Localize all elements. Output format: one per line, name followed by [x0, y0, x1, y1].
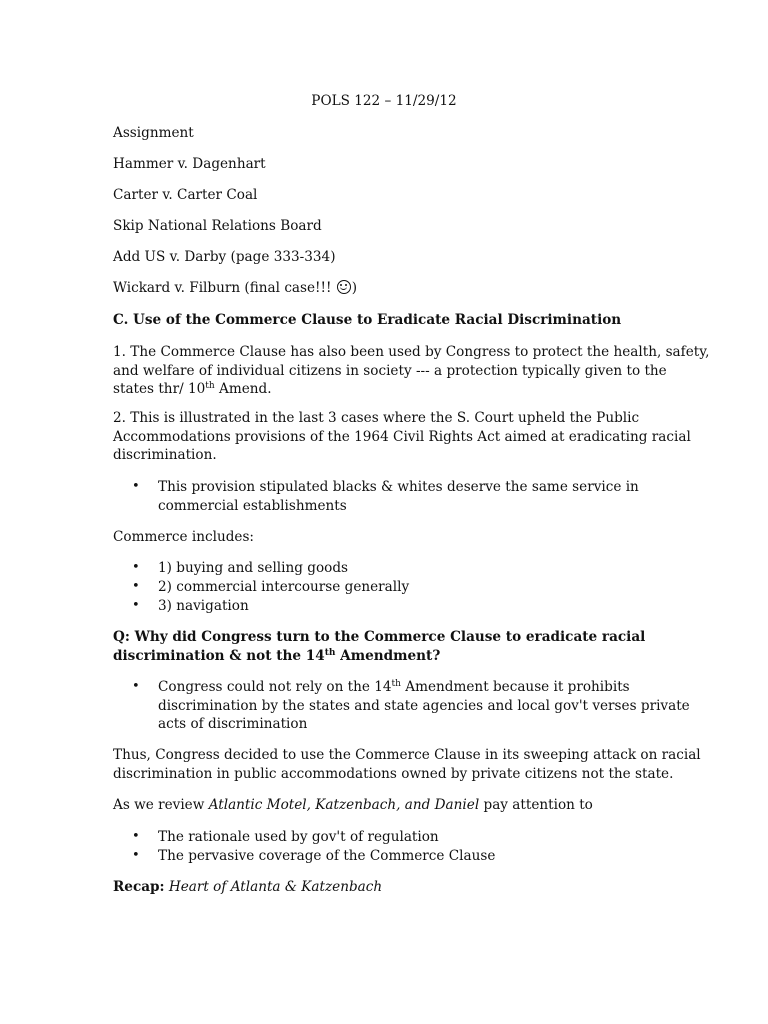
paragraph-point-1: [113, 343, 710, 399]
page-title: POLS 122 – 11/29/12: [311, 93, 457, 109]
paragraph-thus: Thus, Congress decided to use the Commerce Clause in its sweeping attack on racial discrimination in public accommodations owned by private citizens not the state.: [113, 747, 701, 782]
paragraph-line: 2. This is illustrated in the last 3 cases where the S. Court upheld the Public: [113, 410, 640, 426]
bullet-icon: •: [132, 829, 140, 844]
bullet-icon: •: [132, 679, 140, 694]
assignment-item-final: [113, 279, 673, 298]
assignment-heading: Assignment: [113, 125, 194, 141]
review-line: As we review Atlantic Motel, Katzenbach, and Daniel pay attention to: [113, 797, 593, 813]
list-item: Congress could not rely on the 14th Amendment because it prohibits discrimination by the states and state agencies and local gov't verses private acts of discrimination: [158, 679, 690, 732]
paragraph-line: states thr/ 10th Amend.: [113, 381, 272, 397]
assignment-item: Add US v. Darby (page 333-334): [113, 249, 336, 265]
paragraph-line: and welfare of individual citizens in society --- a protection typically given to the: [113, 362, 667, 379]
section-heading: C. Use of the Commerce Clause to Eradicate Racial Discrimination: [113, 312, 622, 328]
assignment-item: Carter v. Carter Coal: [113, 187, 258, 203]
bullet-icon: •: [132, 560, 140, 575]
recap-line: [113, 878, 673, 897]
smiley-face-icon: [337, 280, 351, 294]
list-item: The rationale used by gov't of regulation: [158, 829, 439, 845]
assignment-item-final-close: ): [351, 280, 358, 296]
paragraph-line: Accommodations provisions of the 1964 Civil Rights Act aimed at eradicating racial: [113, 428, 691, 445]
commerce-heading: Commerce includes:: [113, 529, 255, 545]
list-item: 3) navigation: [158, 598, 249, 614]
list-item: This provision stipulated blacks & whites deserve the same service in commercial establishments: [158, 479, 639, 514]
question-heading: Q: Why did Congress turn to the Commerce Clause to eradicate racial discrimination & not the 14th Amendment?: [113, 629, 646, 664]
paragraph-point-2: [113, 409, 691, 465]
list-item: 1) buying and selling goods: [158, 560, 349, 576]
list-item: 2) commercial intercourse generally: [158, 579, 410, 595]
list-item: The pervasive coverage of the Commerce Clause: [158, 848, 496, 864]
assignment-item-final-text: Wickard v. Filburn (final case!!!: [113, 280, 336, 296]
paragraph-line: discrimination.: [113, 447, 217, 463]
bullet-icon: •: [132, 579, 140, 594]
bullet-icon: •: [132, 479, 140, 494]
bullet-icon: •: [132, 848, 140, 863]
assignment-item: Skip National Relations Board: [113, 218, 322, 234]
recap-text: Heart of Atlanta & Katzenbach: [164, 879, 383, 895]
recap-label: Recap:: [113, 879, 165, 895]
assignment-item: Hammer v. Dagenhart: [113, 156, 266, 172]
paragraph-line: 1. The Commerce Clause has also been used by Congress to protect the health, safety,: [113, 344, 710, 360]
bullet-icon: •: [132, 598, 140, 613]
